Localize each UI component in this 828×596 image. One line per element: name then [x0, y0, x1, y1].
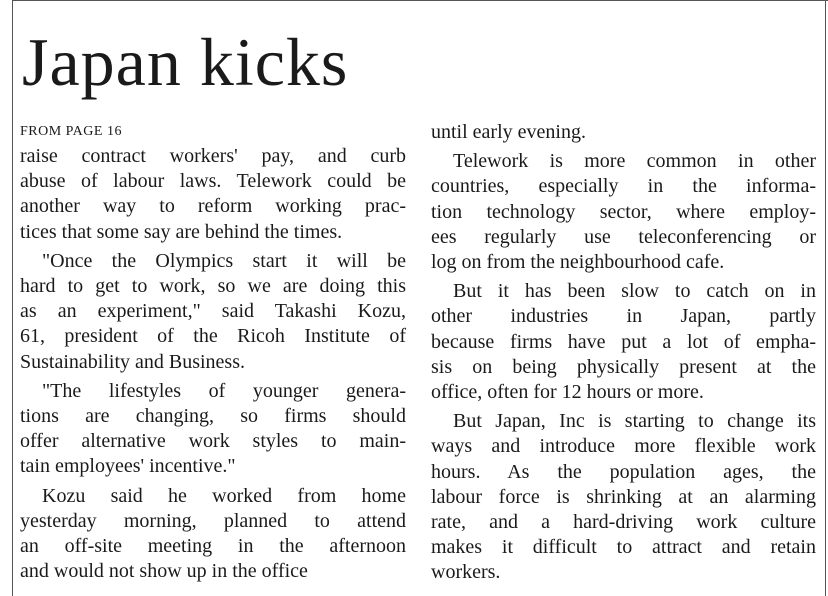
- article-paragraph: [20, 144, 406, 245]
- article-paragraph: [431, 409, 816, 585]
- paragraph-line: tions are changing, so firms should: [20, 405, 406, 428]
- paragraph-line: hard to get to work, so we are doing this: [20, 275, 406, 298]
- paragraph-line: ways and introduce more flexible work: [431, 435, 816, 458]
- paragraph-line: as an experiment," said Takashi Kozu,: [20, 300, 406, 323]
- article-column-right: [431, 120, 816, 586]
- paragraph-line: "Once the Olympics start it will be: [42, 249, 406, 272]
- paragraph-line: ees regularly use teleconferencing or: [431, 225, 816, 248]
- article-paragraph: [431, 149, 816, 275]
- paragraph-line: Telework is more common in other: [453, 150, 816, 173]
- article-paragraph: [431, 279, 816, 405]
- article-paragraph: [431, 120, 816, 145]
- paragraph-line: offer alternative work styles to main-: [20, 430, 406, 453]
- article-paragraph: [20, 484, 406, 585]
- paragraph-line: other industries in Japan, partly: [431, 305, 816, 328]
- paragraph-line: hours. As the population ages, the: [431, 460, 816, 483]
- paragraph-line: workers.: [431, 561, 501, 584]
- paragraph-line: log on from the neighbourhood cafe.: [431, 251, 725, 274]
- article-paragraph: [20, 249, 406, 375]
- paragraph-line: tices that some say are behind the times.: [20, 220, 343, 243]
- paragraph-line: But it has been slow to catch on in: [453, 280, 816, 303]
- right-column-paragraphs: [431, 120, 816, 586]
- top-border-rule: [12, 0, 828, 1]
- left-border-rule: [12, 0, 13, 596]
- paragraph-line: abuse of labour laws. Telework could be: [20, 170, 406, 193]
- article-headline: Japan kicks: [22, 24, 349, 100]
- paragraph-line: 61, president of the Ricoh Institute of: [20, 325, 406, 348]
- right-border-rule: [825, 0, 826, 596]
- paragraph-line: labour force is shrinking at an alarming: [431, 485, 816, 508]
- paragraph-line: Kozu said he worked from home: [42, 484, 406, 507]
- paragraph-line: sis on being physically present at the: [431, 355, 816, 378]
- paragraph-line: raise contract workers' pay, and curb: [20, 145, 406, 167]
- paragraph-line: office, often for 12 hours or more.: [431, 381, 704, 404]
- article-column-left: [20, 120, 406, 584]
- paragraph-line: until early evening.: [431, 121, 586, 143]
- paragraph-line: tain employees' incentive.": [20, 455, 236, 478]
- paragraph-line: Sustainability and Business.: [20, 350, 245, 373]
- paragraph-line: yesterday morning, planned to attend: [20, 509, 406, 532]
- paragraph-line: "The lifestyles of younger genera-: [42, 379, 406, 402]
- continuation-jump-line: FROM PAGE 16: [20, 124, 122, 139]
- paragraph-line: because firms have put a lot of empha-: [431, 330, 816, 353]
- paragraph-line: tion technology sector, where employ-: [431, 200, 816, 223]
- paragraph-line: an off-site meeting in the afternoon: [20, 535, 406, 558]
- article-paragraph: [20, 379, 406, 480]
- paragraph-line: rate, and a hard-driving work culture: [431, 511, 816, 534]
- paragraph-line: But Japan, Inc is starting to change its: [453, 410, 816, 433]
- paragraph-line: and would not show up in the office: [20, 560, 308, 583]
- left-column-paragraphs: [20, 144, 406, 584]
- paragraph-line: countries, especially in the informa-: [431, 175, 816, 198]
- paragraph-line: another way to reform working prac-: [20, 195, 406, 218]
- paragraph-line: makes it difficult to attract and retain: [431, 536, 816, 559]
